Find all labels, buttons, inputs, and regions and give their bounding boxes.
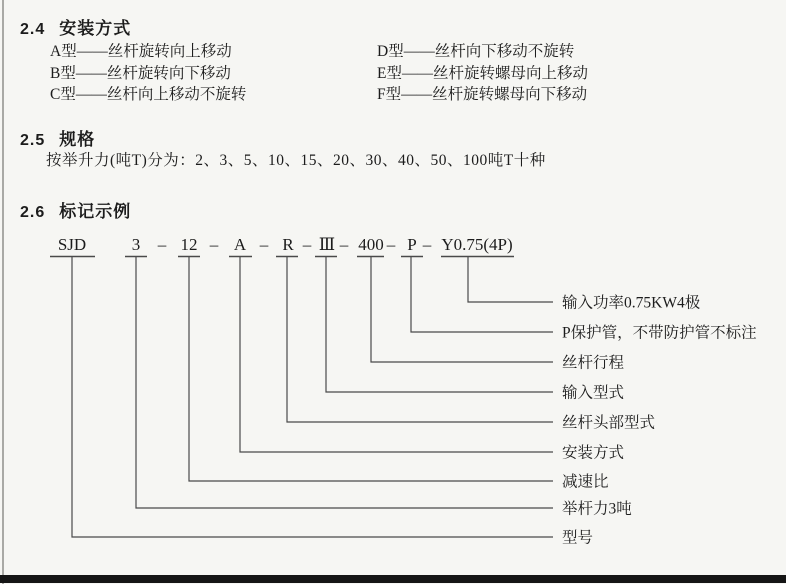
connector-line-7 (411, 257, 553, 333)
code-separator-0: – (157, 235, 167, 254)
code-segment-3: A (233, 235, 247, 254)
code-segment-4: R (282, 235, 294, 254)
field-label-3: 安装方式 (562, 444, 625, 462)
code-separator-1: – (209, 235, 219, 254)
connector-line-8 (468, 257, 553, 303)
field-label-7: P保护管，不带防护管不标注 (562, 324, 757, 342)
code-segment-7: P (407, 235, 417, 254)
field-label-2: 减速比 (562, 473, 609, 491)
spec-body-text: 按举升力(吨T)分为：2、3、5、10、15、20、30、40、50、100吨T十种 (46, 152, 546, 169)
field-label-1: 举杆力3吨 (562, 500, 632, 518)
code-separator-6: – (422, 235, 432, 254)
connector-line-4 (287, 257, 553, 423)
section-title: 规格 (59, 130, 96, 149)
connector-line-6 (371, 257, 553, 363)
section-number: 2.5 (20, 132, 46, 149)
code-separator-3: – (302, 235, 312, 254)
field-label-6: 丝杆行程 (562, 354, 625, 372)
field-label-5: 输入型式 (562, 384, 625, 402)
code-segment-8: Y0.75(4P) (441, 235, 513, 254)
installation-type-d: D型——丝杆向下移动不旋转 (377, 43, 575, 60)
code-segment-6: 400 (358, 235, 384, 254)
section-number: 2.6 (20, 204, 46, 221)
section-title: 标记示例 (59, 202, 132, 221)
installation-type-b: B型——丝杆旋转向下移动 (50, 64, 231, 82)
code-segment-5: Ⅲ (318, 235, 336, 254)
connector-line-0 (72, 257, 553, 538)
section-number: 2.4 (20, 21, 46, 38)
field-label-4: 丝杆头部型式 (562, 414, 656, 432)
code-separator-2: – (259, 235, 269, 254)
field-label-0: 型号 (562, 529, 594, 547)
connector-line-5 (326, 257, 553, 393)
code-separator-5: – (386, 235, 396, 254)
connector-line-1 (136, 257, 553, 509)
section-title: 安装方式 (59, 19, 132, 38)
installation-type-e: E型——丝杆旋转螺母向上移动 (377, 64, 588, 82)
installation-type-f: F型——丝杆旋转螺母向下移动 (377, 86, 588, 103)
code-segment-0: SJD (57, 235, 87, 254)
code-segment-1: 3 (131, 235, 141, 254)
installation-type-c: C型——丝杆向上移动不旋转 (50, 86, 247, 103)
field-label-8: 输入功率0.75KW4极 (562, 294, 701, 312)
installation-type-a: A型——丝杆旋转向上移动 (50, 43, 232, 60)
code-segment-2: 12 (180, 235, 198, 254)
code-separator-4: – (339, 235, 349, 254)
